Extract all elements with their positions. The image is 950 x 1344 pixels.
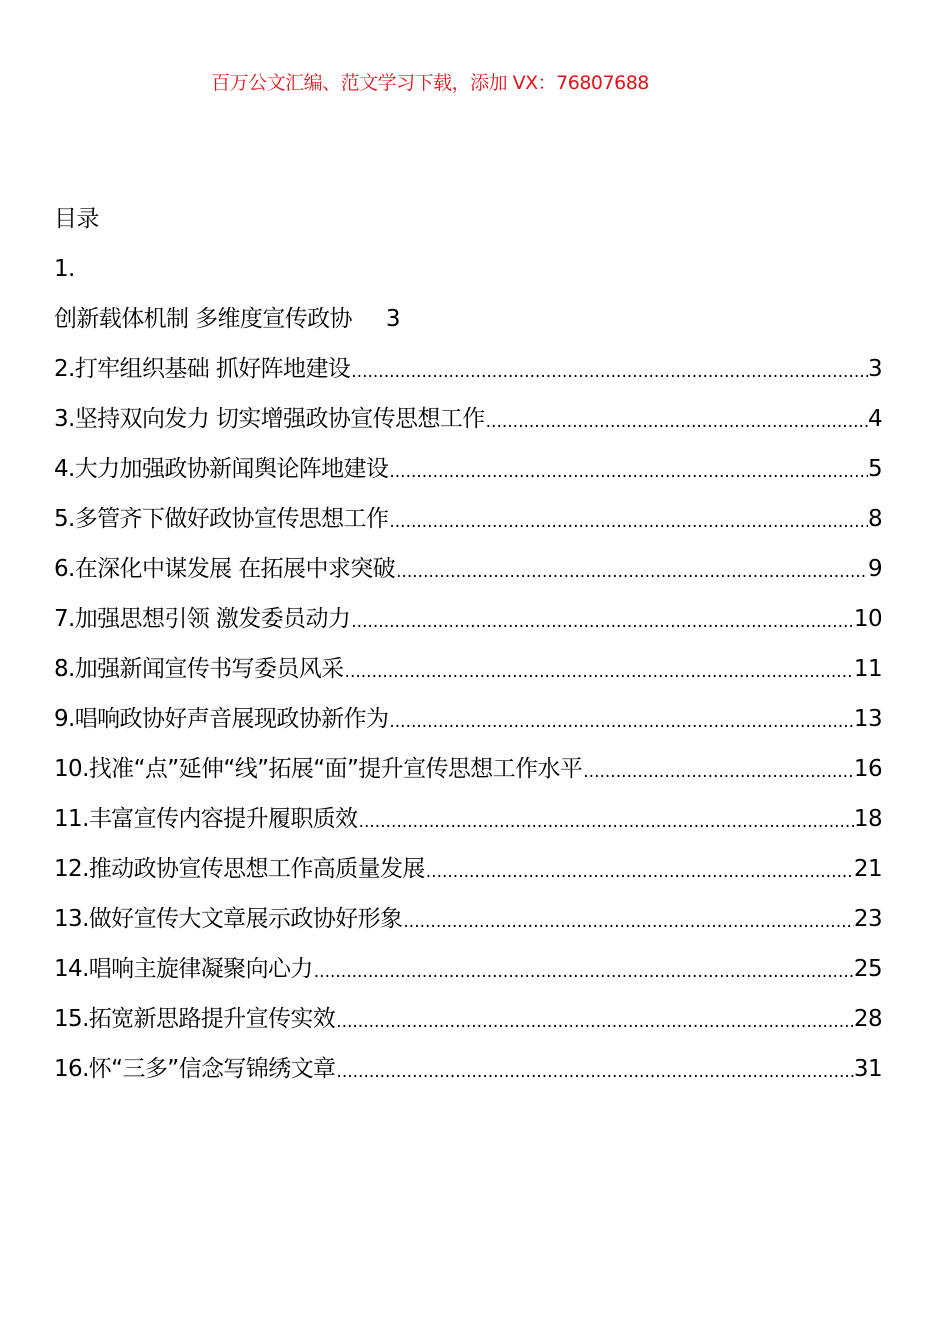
toc-entry-page: 10 <box>853 606 882 632</box>
toc-entry[interactable] <box>54 900 882 950</box>
dot-leader <box>388 500 868 538</box>
toc-entry[interactable] <box>54 800 882 850</box>
toc-entry[interactable] <box>54 700 882 750</box>
toc-entry-title: 3.坚持双向发力 切实增强政协宣传思想工作 <box>54 406 485 432</box>
toc-entry-page: 3 <box>385 306 400 332</box>
dot-leader <box>582 750 854 788</box>
toc-entry-title: 5.多管齐下做好政协宣传思想工作 <box>54 506 389 532</box>
toc-entry-page: 11 <box>853 656 882 682</box>
toc-entry[interactable] <box>54 600 882 650</box>
dot-leader <box>388 700 854 738</box>
toc-entry-1[interactable] <box>54 300 882 350</box>
toc-entry[interactable] <box>54 500 882 550</box>
toc-entry-page: 16 <box>853 756 882 782</box>
toc-entry-page: 25 <box>853 956 882 982</box>
dot-leader <box>425 850 854 888</box>
toc-entry-title: 13.做好宣传大文章展示政协好形象 <box>54 906 403 932</box>
toc-entry[interactable] <box>54 1000 882 1050</box>
toc-entry-page: 28 <box>853 1006 882 1032</box>
toc-entry-title: 8.加强新闻宣传书写委员风采 <box>54 656 344 682</box>
toc-entry[interactable] <box>54 1050 882 1100</box>
toc-entry-page: 9 <box>867 556 882 582</box>
toc-entry-title: 12.推动政协宣传思想工作高质量发展 <box>54 856 425 882</box>
toc-entry-title: 15.拓宽新思路提升宣传实效 <box>54 1006 336 1032</box>
toc-entry-page: 31 <box>853 1056 882 1082</box>
toc-entry-title: 2.打牢组织基础 抓好阵地建设 <box>54 356 351 382</box>
dot-leader <box>350 350 868 388</box>
dot-leader <box>358 800 854 838</box>
toc-entry[interactable] <box>54 400 882 450</box>
dot-leader <box>344 650 854 688</box>
toc-entry-page: 23 <box>853 906 882 932</box>
dot-leader <box>485 400 868 438</box>
toc-entry-title: 9.唱响政协好声音展现政协新作为 <box>54 706 389 732</box>
toc-entry-title: 4.大力加强政协新闻舆论阵地建设 <box>54 456 389 482</box>
dot-leader <box>313 950 854 988</box>
toc-entry-page: 5 <box>867 456 882 482</box>
toc-first-number: 1. <box>54 256 75 282</box>
toc-entry[interactable] <box>54 950 882 1000</box>
toc-entry[interactable] <box>54 450 882 500</box>
dot-leader <box>395 550 868 588</box>
toc-entry-title: 创新载体机制 多维度宣传政协 <box>54 306 352 332</box>
watermark-banner: 百万公文汇编、范文学习下载，添加 VX：76807688 <box>211 72 649 94</box>
toc-entry-page: 8 <box>867 506 882 532</box>
toc-entry-title: 14.唱响主旋律凝聚向心力 <box>54 956 313 982</box>
dot-leader <box>350 600 854 638</box>
toc-entry-title: 10.找准“点”延伸“线”拓展“面”提升宣传思想工作水平 <box>54 756 583 782</box>
toc-entry[interactable] <box>54 650 882 700</box>
toc-entry-title: 16.怀“三多”信念写锦绣文章 <box>54 1056 336 1082</box>
toc-entry-page: 21 <box>853 856 882 882</box>
toc-entry[interactable] <box>54 850 882 900</box>
table-of-contents <box>54 200 882 1100</box>
dot-leader <box>388 450 868 488</box>
toc-heading: 目录 <box>54 206 99 232</box>
dot-leader <box>402 900 854 938</box>
toc-entry-page: 13 <box>853 706 882 732</box>
toc-entry[interactable] <box>54 550 882 600</box>
toc-entry-page: 18 <box>853 806 882 832</box>
dot-leader <box>335 1000 854 1038</box>
toc-entry-title: 7.加强思想引领 激发委员动力 <box>54 606 351 632</box>
toc-entry[interactable] <box>54 750 882 800</box>
dot-leader <box>335 1050 854 1088</box>
toc-entry-page: 3 <box>867 356 882 382</box>
toc-entry-page: 4 <box>867 406 882 432</box>
toc-entry-title: 11.丰富宣传内容提升履职质效 <box>54 806 358 832</box>
toc-entry-title: 6.在深化中谋发展 在拓展中求突破 <box>54 556 396 582</box>
toc-entry[interactable] <box>54 350 882 400</box>
